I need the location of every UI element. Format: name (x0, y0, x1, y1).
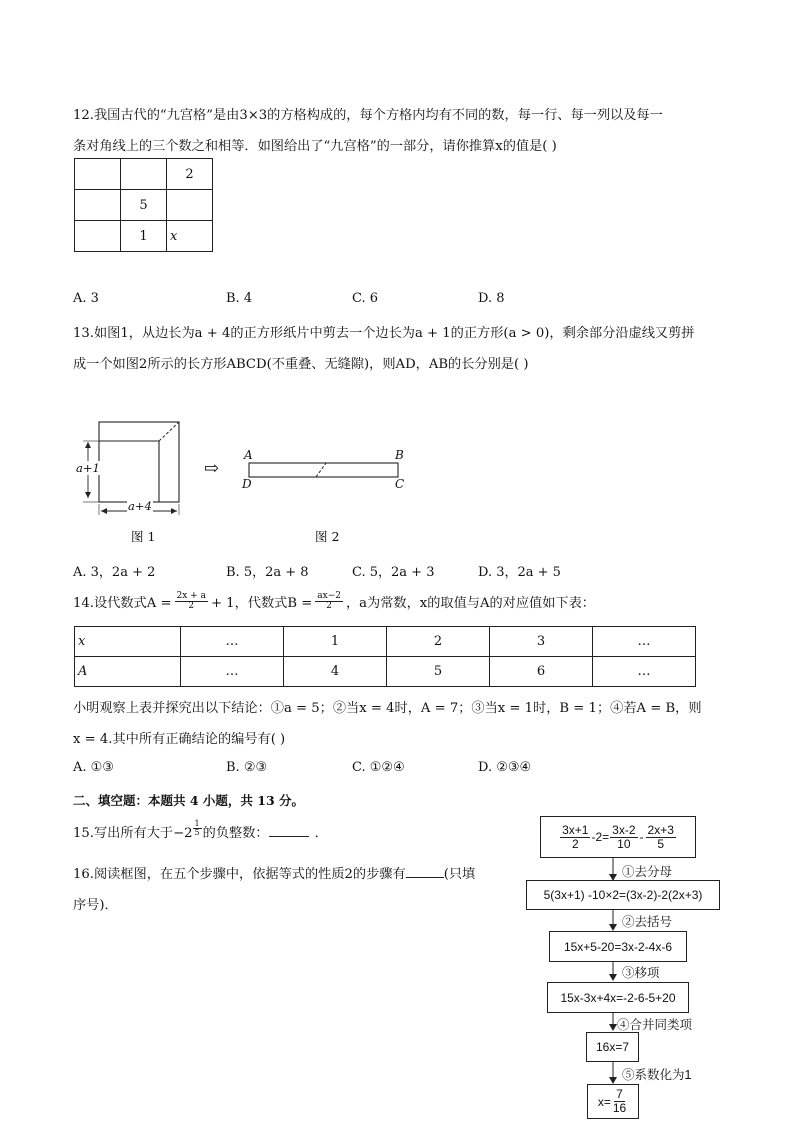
fraction-numerator: 2x + a (176, 591, 206, 601)
q15-answer-blank[interactable] (269, 826, 309, 837)
q13-point-d: D (242, 477, 252, 491)
q12-nine-grid (74, 158, 213, 252)
grid-cell (75, 159, 121, 190)
q12-option-d: D. 8 (478, 291, 505, 306)
fraction (610, 824, 637, 850)
q14-text-mid: + 1，代数式B = (210, 596, 313, 612)
table-cell: … (181, 657, 284, 687)
flow-step-2-box: 15x+5-20=3x-2-4x-6 (549, 931, 687, 962)
fraction-numerator: 3x+1 (562, 822, 589, 837)
q13-caption-1: 图 1 (131, 529, 156, 544)
q14-line3: x = 4.其中所有正确结论的编号有( ) (73, 732, 286, 747)
q16-answer-blank[interactable] (406, 867, 444, 878)
q15-text-end: ． (314, 826, 328, 841)
grid-cell (75, 221, 121, 252)
grid-cell: 2 (167, 159, 213, 190)
q16-line1 (73, 863, 475, 882)
q15-line (73, 818, 328, 841)
q14-line1 (73, 592, 595, 612)
table-cell: … (593, 657, 696, 687)
fraction-denominator: 16 (612, 1101, 627, 1115)
table-cell: 3 (490, 627, 593, 657)
q12-option-b: B. 4 (226, 291, 253, 306)
q12-option-c: C. 6 (352, 291, 379, 306)
q14-option-d: D. ②③④ (478, 760, 532, 775)
flow-step-3-box: 15x-3x+4x=-2-6-5+20 (547, 982, 689, 1013)
q13-option-d: D. 3，2a + 5 (478, 565, 561, 580)
q13-caption-2: 图 2 (315, 529, 340, 544)
q13-figure-2 (249, 463, 398, 477)
q16-text-1: 16.阅读框图，在五个步骤中，依据等式的性质2的步骤有 (73, 867, 406, 882)
grid-cell (167, 190, 213, 221)
q12-option-a: A. 3 (73, 291, 99, 306)
table-cell: 6 (490, 657, 593, 687)
q15-fraction (193, 820, 202, 838)
q14-option-c: C. ①②④ (352, 760, 405, 775)
fraction (611, 1088, 628, 1114)
table-cell: 4 (284, 657, 387, 687)
q16-line2: 序号)． (73, 898, 118, 913)
q13-line2: 成一个如图2所示的长方形ABCD(不重叠、无缝隙)，则AD，AB的长分别是( ) (73, 357, 529, 372)
q14-fraction-b (315, 592, 343, 612)
grid-cell-x: x (167, 221, 213, 252)
equation-text: x= (597, 1094, 611, 1109)
fraction-denominator: 5 (657, 836, 665, 851)
q14-fraction-a (175, 592, 208, 612)
table-cell: 1 (284, 627, 387, 657)
q14-value-table (74, 626, 696, 687)
flow-step-4-box: 16x=7 (586, 1032, 639, 1062)
grid-cell (75, 190, 121, 221)
q16-text-1-end: (只填 (443, 867, 476, 882)
flow-step-5-box (587, 1084, 639, 1119)
q15-text-post: 的负整数： (202, 826, 269, 841)
fraction (646, 824, 676, 850)
table-cell: x (75, 627, 181, 657)
implies-arrow-icon: ⇨ (204, 458, 220, 479)
q13-figures (70, 415, 420, 525)
grid-cell: 1 (121, 221, 167, 252)
q12-line1: 12.我国古代的“九宫格”是由3×3的方格构成的，每个方格内均有不同的数，每一行、每一列以及每一 (73, 108, 663, 123)
table-row (75, 657, 696, 687)
section-heading: 二、填空题：本题共 4 小题，共 13 分。 (73, 793, 305, 808)
q13-point-a: A (244, 448, 253, 462)
q14-option-b: B. ②③ (226, 760, 268, 775)
table-cell: … (181, 627, 284, 657)
flow-step-4-label: ④合并同类项 (617, 1018, 693, 1032)
q14-line2: 小明观察上表并探究出以下结论：①a = 5；②当x = 4时，A = 7；③当x = 1时，B = 1；④若A = B，则 (73, 701, 702, 716)
q15-text-pre: 15.写出所有大于−2 (73, 826, 193, 841)
fraction-denominator: 2 (188, 601, 195, 612)
fraction-denominator: 5 (194, 828, 200, 837)
grid-cell (121, 159, 167, 190)
q14-text-post: ，a为常数，x的取值与A的对应值如下表： (345, 596, 595, 612)
flow-step-3-label: ③移项 (622, 966, 660, 980)
fraction-numerator: 1 (194, 818, 200, 828)
fraction-numerator: 7 (616, 1087, 623, 1102)
q13-fig1-label-horizontal: a+4 (128, 499, 152, 513)
q13-point-b: B (395, 448, 404, 462)
grid-cell: 5 (121, 190, 167, 221)
q13-option-b: B. 5，2a + 8 (226, 565, 309, 580)
fraction-numerator: 2x+3 (647, 822, 674, 837)
q13-option-c: C. 5，2a + 3 (352, 565, 435, 580)
table-row (75, 627, 696, 657)
table-cell: 2 (387, 627, 490, 657)
q13-point-c: C (395, 477, 405, 491)
q13-fig1-label-vertical: a+1 (76, 461, 100, 475)
fraction (560, 824, 590, 850)
fraction-denominator: 2 (326, 601, 332, 612)
fraction-numerator: ax−2 (317, 591, 341, 601)
equation-text: - (639, 830, 644, 844)
flow-step-1-box: 5(3x+1) -10×2=(3x-2)-2(2x+3) (526, 880, 720, 910)
fraction-denominator: 2 (571, 836, 579, 851)
table-cell: 5 (387, 657, 490, 687)
table-cell: A (75, 657, 181, 687)
q13-option-a: A. 3，2a + 2 (73, 565, 156, 580)
flow-step-0-box (540, 816, 696, 858)
fraction-denominator: 10 (617, 836, 631, 851)
flow-step-1-label: ①去分母 (622, 865, 673, 879)
q14-text-pre: 14.设代数式A = (73, 596, 172, 612)
q14-option-a: A. ①③ (73, 760, 114, 775)
table-cell: … (593, 627, 696, 657)
q13-line1: 13.如图1，从边长为a + 4的正方形纸片中剪去一个边长为a + 1的正方形(a > 0)，剩余部分沿虚线又剪拼 (73, 326, 695, 341)
equation-text: -2= (591, 830, 610, 844)
flow-step-2-label: ②去括号 (622, 915, 673, 929)
fraction-numerator: 3x-2 (612, 822, 636, 837)
q12-line2: 条对角线上的三个数之和相等．如图给出了“九宫格”的一部分，请你推算x的值是( ) (73, 139, 557, 154)
flow-step-5-label: ⑤系数化为1 (622, 1068, 692, 1082)
